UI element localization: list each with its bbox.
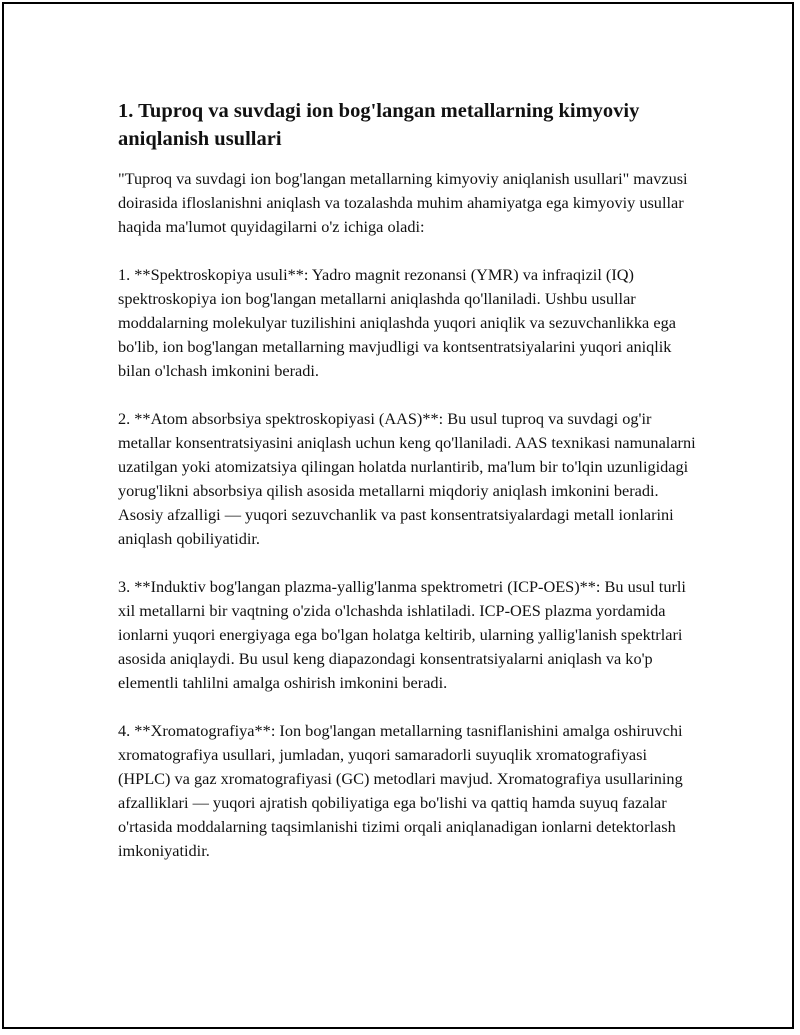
document-title: 1. Tuproq va suvdagi ion bog'langan metallarning kimyoviy aniqlanish usullari — [118, 100, 640, 150]
intro-paragraph: "Tuproq va suvdagi ion bog'langan metallarning kimyoviy aniqlanish usullari" mavzusi doirasida ifloslanishni aniqlash va tozalashda muhim ahamiyatga ega kimyoviy usullar haqida ma'lumot quyidagilarni o'z ichiga oladi: — [118, 169, 688, 236]
section-spektroskopiya: 1. **Spektroskopiya usuli**: Yadro magnit rezonansi (YMR) va infraqizil (IQ) spektroskopiya ion bog'langan metallarni aniqlashda qo'llaniladi. Ushbu usullar moddalarning molekulyar tuzilishini aniqlashda yuqori aniqlik va sezuvchanlikka ega bo'lib, ion bog'langan metallarning mavjudligi va kontsentratsiyalarini yuqori aniqlik bilan o'lchash imkonini beradi. — [118, 265, 676, 380]
section-icp-oes: 3. **Induktiv bog'langan plazma-yallig'lanma spektrometri (ICP-OES)**: Bu usul turli xil metallarni bir vaqtning o'zida o'lchashda ishlatiladi. ICP-OES plazma yordamida ionlarni yuqori energiyaga ega bo'lgan holatga keltirib, ularning yallig'lanish spektrlari asosida aniqlaydi. Bu usul keng diapazondagi konsentratsiyalarni aniqlash va ko'p elementli tahlilni amalga oshirish imkonini beradi. — [118, 577, 686, 692]
section-xromatografiya: 4. **Xromatografiya**: Ion bog'langan metallarning tasniflanishini amalga oshiruvchi xromatografiya usullari, jumladan, yuqori samaradorli suyuqlik xromatografiyasi (HPLC) va gaz xromatografiyasi (GC) metodlari mavjud. Xromatografiya usullarining afzalliklari — yuqori ajratish qobiliyatiga ega bo'lishi va qattiq hamda suyuq fazalar o'rtasida moddalarning taqsimlanishi tizimi orqali aniqlanadigan ionlarni detektorlash imkoniyatidir. — [118, 721, 683, 860]
document-body — [118, 97, 698, 887]
section-aas: 2. **Atom absorbsiya spektroskopiyasi (AAS)**: Bu usul tuproq va suvdagi og'ir metallar konsentratsiyasini aniqlash uchun keng qo'llaniladi. AAS texnikasi namunalarni uzatilgan yoki atomizatsiya qilingan holatda nurlantirib, ma'lum bir to'lqin uzunligidagi yorug'likni absorbsiya qilish asosida metallarni miqdoriy aniqlash imkonini beradi. Asosiy afzalligi — yuqori sezuvchanlik va past konsentratsiyalardagi metall ionlarini aniqlash qobiliyatidir. — [118, 409, 696, 548]
